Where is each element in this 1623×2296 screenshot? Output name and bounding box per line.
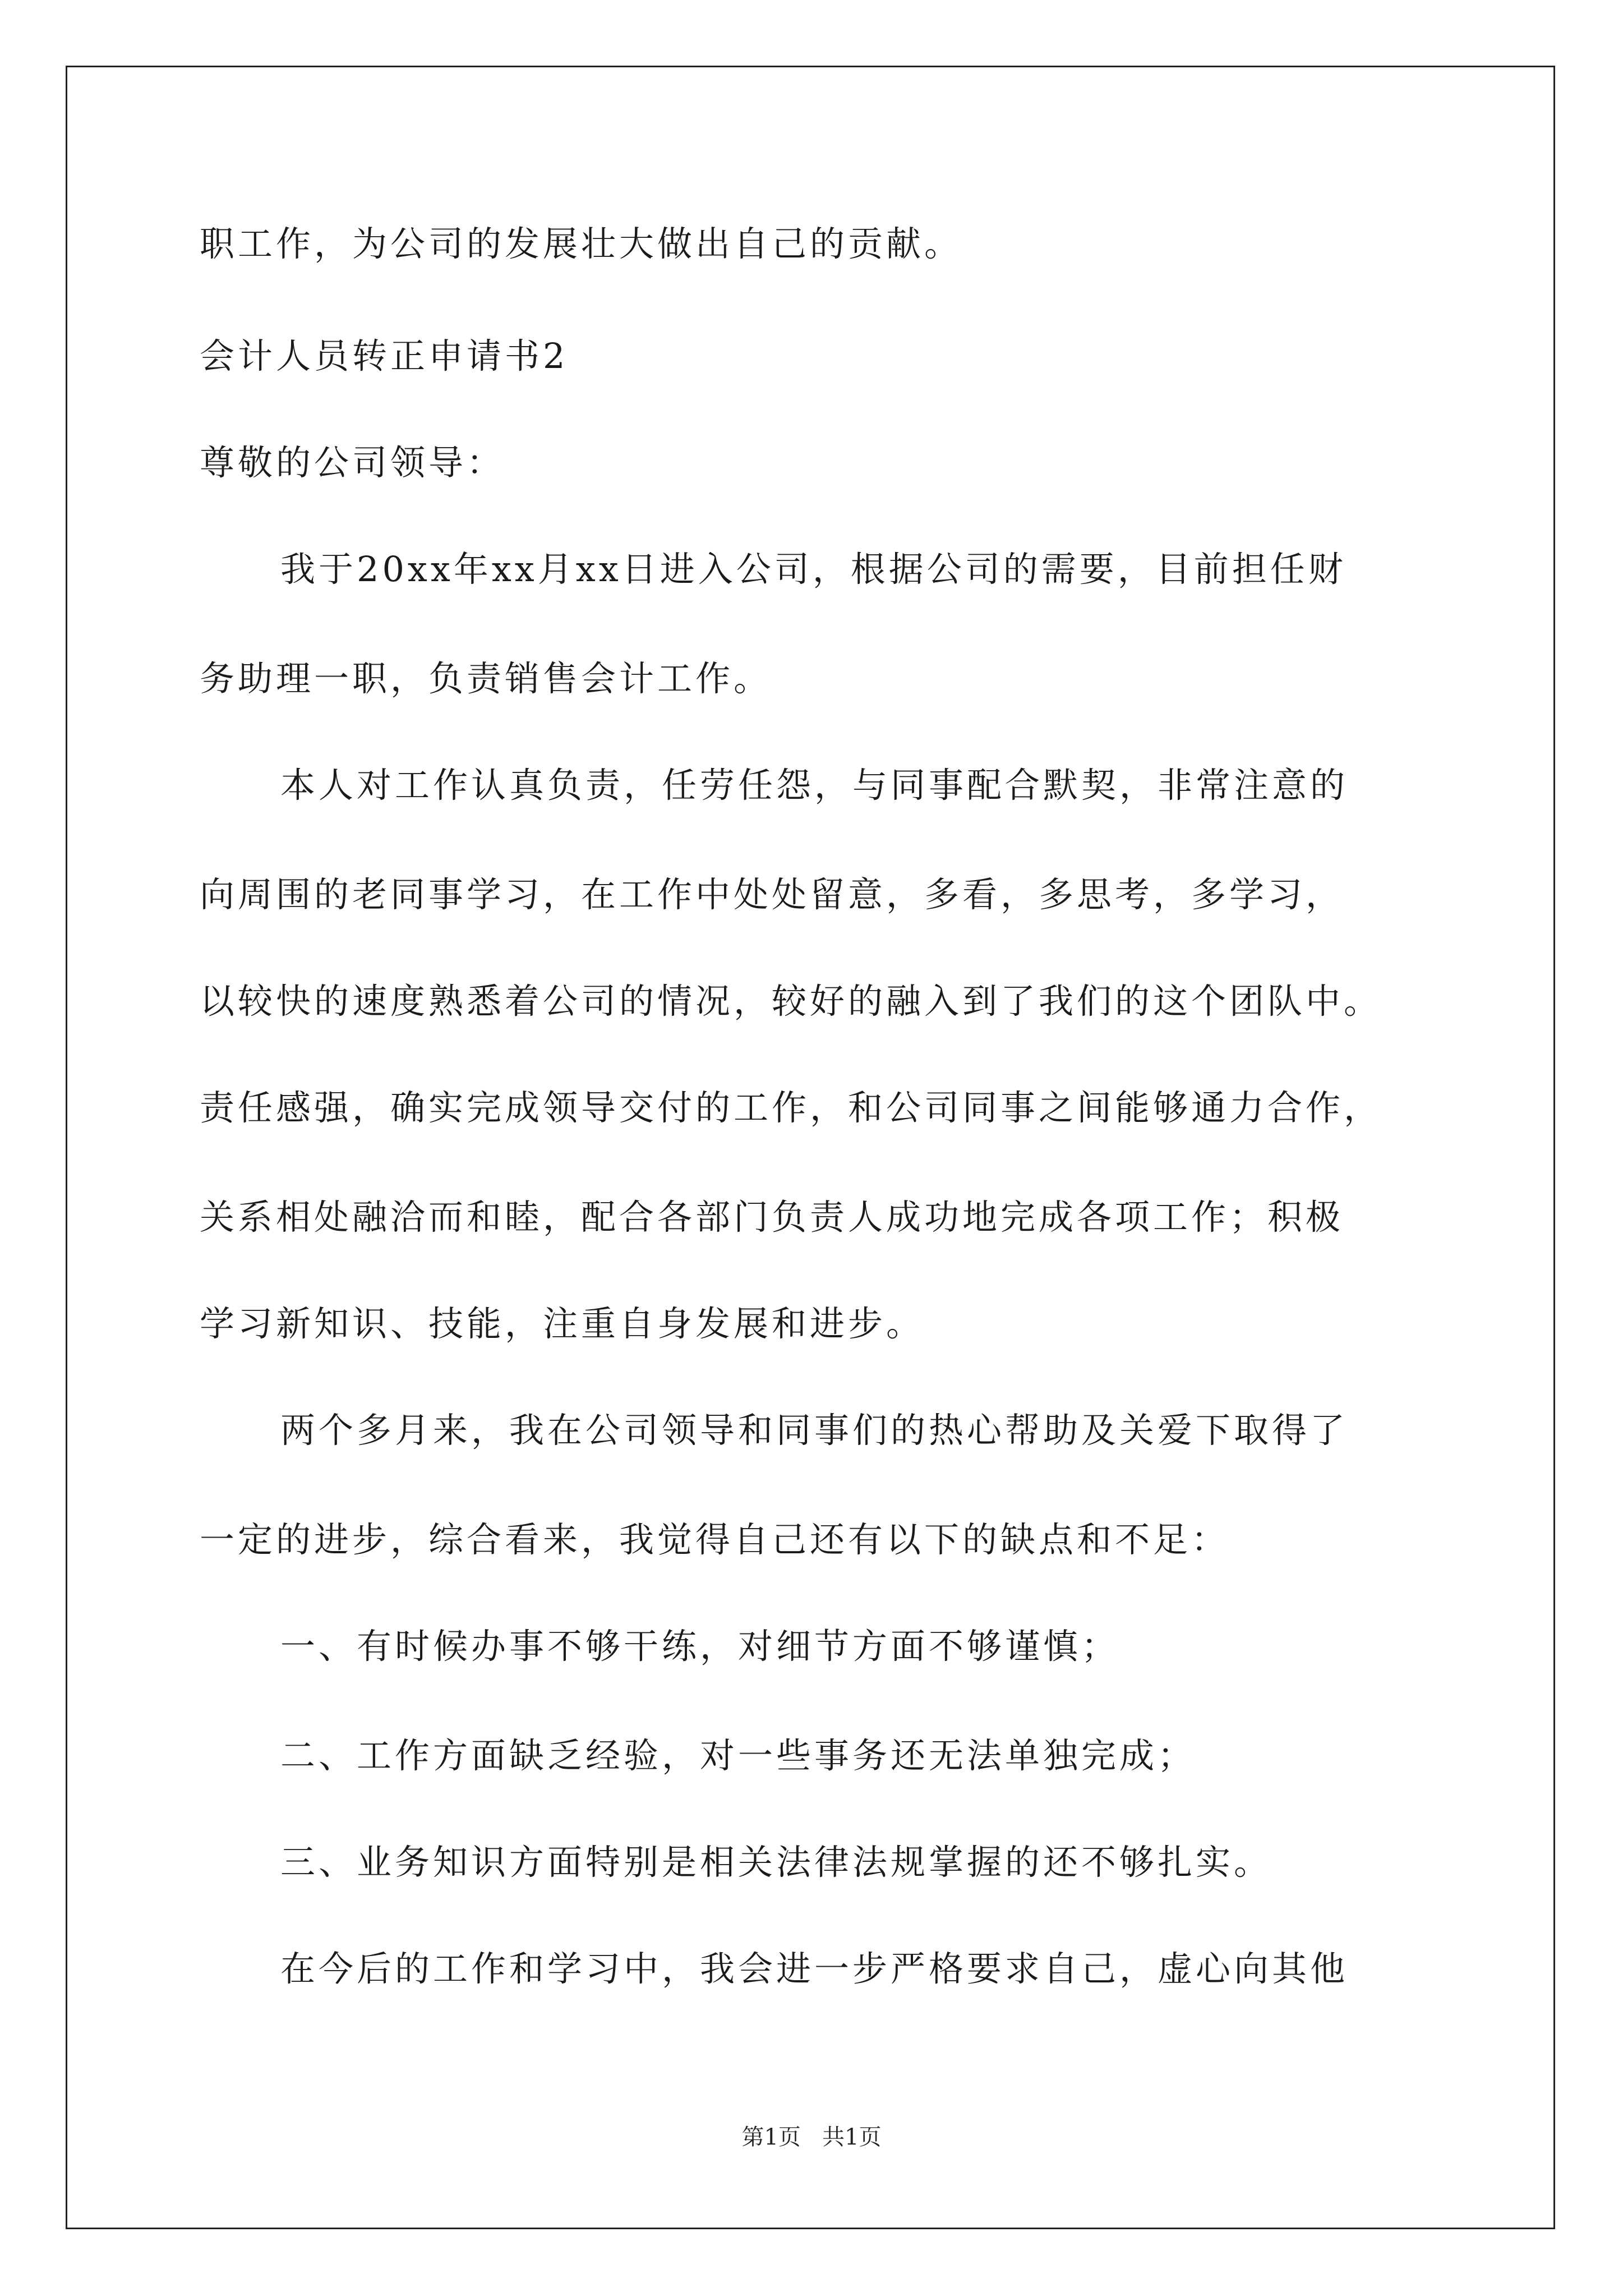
- section-title: 会计人员转正申请书2: [200, 335, 569, 376]
- paragraph-line: 我于20xx年xx月xx日进入公司，根据公司的需要，目前担任财: [280, 549, 1347, 590]
- paragraph-line: 在今后的工作和学习中，我会进一步严格要求自己，虚心向其他: [280, 1948, 1349, 1989]
- list-item: 一、有时候办事不够干练，对细节方面不够谨慎；: [280, 1626, 1120, 1667]
- page-number: 第1页 共1页: [741, 2124, 882, 2150]
- paragraph-line: 学习新知识、技能，注重自身发展和进步。: [200, 1303, 925, 1344]
- paragraph-line: 向周围的老同事学习，在工作中处处留意，多看，多思考，多学习，: [200, 874, 1344, 915]
- paragraph-line: 责任感强，确实完成领导交付的工作，和公司同事之间能够通力合作，: [200, 1087, 1382, 1128]
- list-item: 三、业务知识方面特别是相关法律法规掌握的还不够扎实。: [280, 1842, 1272, 1883]
- paragraph-line: 两个多月来，我在公司领导和同事们的热心帮助及关爱下取得了: [280, 1410, 1349, 1451]
- paragraph-line: 以较快的速度熟悉着公司的情况，较好的融入到了我们的这个团队中。: [200, 981, 1382, 1022]
- paragraph-line: 关系相处融洽而和睦，配合各部门负责人成功地完成各项工作；积极: [200, 1197, 1344, 1237]
- salutation: 尊敬的公司领导：: [200, 442, 505, 483]
- paragraph-line: 务助理一职，负责销售会计工作。: [200, 658, 772, 699]
- page-frame: [66, 66, 1555, 2229]
- list-item: 二、工作方面缺乏经验，对一些事务还无法单独完成；: [280, 1735, 1196, 1776]
- paragraph-line: 职工作，为公司的发展壮大做出自己的贡献。: [200, 223, 963, 264]
- paragraph-line: 本人对工作认真负责，任劳任怨，与同事配合默契，非常注意的: [280, 765, 1349, 806]
- paragraph-line: 一定的进步，综合看来，我觉得自己还有以下的缺点和不足：: [200, 1519, 1230, 1560]
